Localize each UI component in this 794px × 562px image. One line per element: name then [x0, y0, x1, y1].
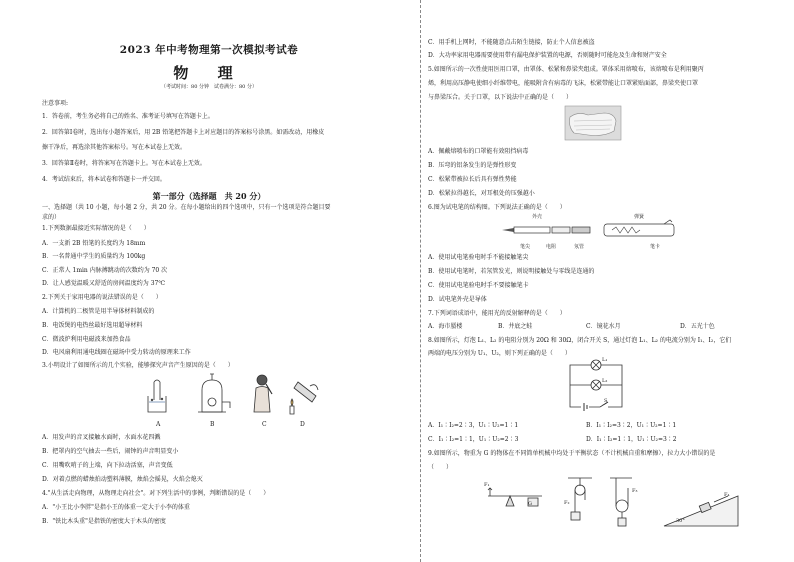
- question-line: 7.下列词语成语中，能用光的反射解释的是（ ）: [428, 310, 566, 317]
- figure-label: 氖管: [574, 244, 585, 250]
- option-line: D．电风扇利用通电线圈在磁场中受力转动的原理来工作: [42, 349, 191, 356]
- option-line: A．I₁∶I₂=2∶3，U₁∶U₂=1∶1: [428, 422, 519, 429]
- figure-label: 笔尖: [520, 244, 531, 250]
- option-line: B．一名普通中学生的质量约为 100kg: [42, 253, 146, 260]
- question-line: 2.下列关于家用电器的说法错误的是（ ）: [42, 294, 162, 301]
- mask-figure: [564, 105, 622, 141]
- simple-machines-figure: [482, 476, 744, 536]
- question-line: 8.如图所示，灯泡 L₁、L₂ 的电阻分别为 20Ω 和 30Ω，闭合开关 S，通过灯泡 L₁、L₂ 的电流分别为 I₁、I₂，它们: [428, 337, 732, 344]
- option-line: D．试电笔外壳是导体: [428, 296, 487, 303]
- option-line: D．五光十色: [680, 323, 715, 330]
- whistle-player: [254, 375, 272, 412]
- question-line: 4."从生活走向物理，从物理走向社会"。对下列生活中的事例，判断错误的是（ ）: [42, 490, 270, 497]
- question-line: 9.如图所示，物重为 G 的物体在不同简单机械中均处于平衡状态（不计机械自重和摩擦），拉力大小错误的是: [428, 450, 716, 457]
- figure-label: S: [604, 398, 608, 404]
- figure-label: L₂: [602, 378, 608, 384]
- question-line: 两端的电压分别为 U₁、U₂，则下列正确的是（ ）: [428, 350, 571, 357]
- option-line: D．让人感觉温暖又舒适的房间温度约为 37℃: [42, 280, 166, 287]
- figure-label: A: [156, 421, 161, 428]
- option-line: A．用发声的音叉接触水面时，水面水花四溅: [42, 434, 161, 441]
- section-intro: 求的）: [42, 214, 61, 221]
- figure-label: F₃: [632, 488, 638, 494]
- figure-label: 电阻: [546, 244, 557, 250]
- option-line: B．电饭煲的电热丝最好选用超导材料: [42, 322, 143, 329]
- section-heading: 第一部分（选择题 共 20 分）: [152, 191, 266, 201]
- option-line: B．井底之蛙: [498, 323, 533, 330]
- option-line: C．松紧带被拉长后具有弹性势能: [428, 176, 517, 183]
- question-line: 烯，利用高压静电使细小纤维带电，能吸附含有病毒的飞沫，松紧带能让口罩紧贴面部，鼻梁夹使口罩: [428, 80, 699, 87]
- note-item: 3．回答第Ⅱ卷时，将答案写在答题卡上。写在本试卷上无效。: [42, 160, 206, 167]
- question-line: 与鼻梁压合。关于口罩，以下说法中正确的是（ ）: [428, 94, 573, 101]
- figure-label: 笔卡: [650, 244, 661, 250]
- note-item: 2．回答第Ⅰ卷时，选出每小题答案后，用 2B 铅笔把答题卡上对应题目的答案标号涂黑。如需改动，用橡皮: [42, 129, 325, 136]
- option-line: A．"小王比小李胖"是指小王的体重一定大于小李的体重: [42, 504, 190, 511]
- option-line: C．使用试电笔验电时手不要接触笔卡: [428, 282, 529, 289]
- figure-label: F₂: [564, 500, 570, 506]
- option-line: B．压弯的铝条发生的是弹性形变: [428, 162, 517, 169]
- figure-label: D: [300, 421, 305, 428]
- option-line: A．一支新 2B 铅笔的长度约为 18mm: [42, 240, 146, 247]
- option-line: B．把罩内的空气抽去一些后，闹钟的声音明显变小: [42, 448, 179, 455]
- option-line: A．使用试电笔验电时手不能接触笔尖: [428, 254, 529, 261]
- question-line: 6.图为试电笔的结构图。下列说法正确的是（ ）: [428, 204, 566, 211]
- note-item: 擦干净后，再选涂其他答案标号。写在本试卷上无效。: [42, 144, 187, 151]
- option-line: C．用嘴吹哨子的上端，向下拉动活塞，声音变低: [42, 462, 173, 469]
- circuit-figure: [564, 357, 628, 415]
- figure-label: C: [262, 421, 267, 428]
- figure-label: L₁: [602, 357, 608, 363]
- option-line: B．I₁∶I₂=3∶2，U₁∶U₂=1∶1: [586, 422, 677, 429]
- time-info: （考试时间：80 分钟 试卷满分：80 分）: [161, 84, 257, 90]
- exam-title: 2023 年中考物理第一次模拟考试卷: [119, 44, 299, 56]
- option-line: C．用手机上网时，不能随意点击陌生链接，防止个人信息被盗: [428, 39, 595, 46]
- option-line: A．海市蜃楼: [428, 323, 463, 330]
- question-line: 5.如图所示的一次性使用医用口罩，由罩体、松紧和鼻梁夹组成。罩体采用熔喷布，该熔喷布是利用聚丙: [428, 66, 704, 73]
- option-line: C．镜花水月: [586, 323, 621, 330]
- notes-heading: 注意事项:: [42, 100, 69, 107]
- figure-label: 外壳: [532, 214, 543, 220]
- figure-label: 弹簧: [634, 214, 645, 220]
- option-line: A．计算机的二极管是用半导体材料制成的: [42, 308, 155, 315]
- tuning-fork-beaker: [148, 380, 166, 412]
- option-line: A．佩戴熔喷布的口罩能有效阻挡病毒: [428, 148, 529, 155]
- note-item: 4．考试结束后，将本试卷和答题卡一并交回。: [42, 176, 166, 183]
- option-line: C．微波炉利用电磁波来加热食品: [42, 336, 131, 343]
- option-line: D．对着点燃的蜡烛拍动塑料薄膜，烛焰会摇晃，火焰会熄灭: [42, 476, 203, 483]
- candle-film: [290, 382, 318, 414]
- subject-title: 物 理: [173, 64, 245, 82]
- option-line: D．大功率家用电器需要使用带有漏电保护装置的电源，否则随时可能危及生命和财产安全: [428, 52, 667, 59]
- right-column: [424, 0, 794, 562]
- option-line: C．正常人 1min 内脉搏跳动的次数约为 70 次: [42, 267, 168, 274]
- option-line: D．松紧拉得越长，对耳根处的压强越小: [428, 190, 535, 197]
- option-line: D．I₁∶I₂=1∶1，U₁∶U₂=3∶2: [586, 436, 677, 443]
- question3-figure: [140, 372, 320, 424]
- figure-label: 30°: [676, 518, 685, 524]
- note-item: 1．答卷前，考生务必将自己的姓名、准考证号填写在答题卡上。: [42, 113, 214, 120]
- section-intro: 一、选择题（共 10 小题，每小题 2 分，共 20 分。在每小题给出的四个选项中，只有一个选项是符合题目要: [42, 204, 331, 211]
- option-line: C．I₁∶I₂=1∶1，U₁∶U₂=2∶3: [428, 436, 519, 443]
- figure-label: G: [528, 501, 532, 507]
- figure-label: F₄: [724, 492, 730, 498]
- question-line: 3.小明设计了如图所示的几个实验，能够探究声音产生原因的是（ ）: [42, 362, 234, 369]
- option-line: B．"铁比木头重"是指铁的密度大于木头的密度: [42, 518, 166, 525]
- figure-label: B: [210, 421, 215, 428]
- bell-jar: [198, 374, 230, 412]
- option-line: B．使用试电笔时，若氖管发光，则说明接触处与零线是连通的: [428, 268, 595, 275]
- test-pen-figure: [494, 218, 684, 244]
- question-line: （ ）: [428, 464, 453, 471]
- figure-label: F₁: [484, 482, 490, 488]
- question-line: 1.下列数据最接近实际情况的是（ ）: [42, 225, 150, 232]
